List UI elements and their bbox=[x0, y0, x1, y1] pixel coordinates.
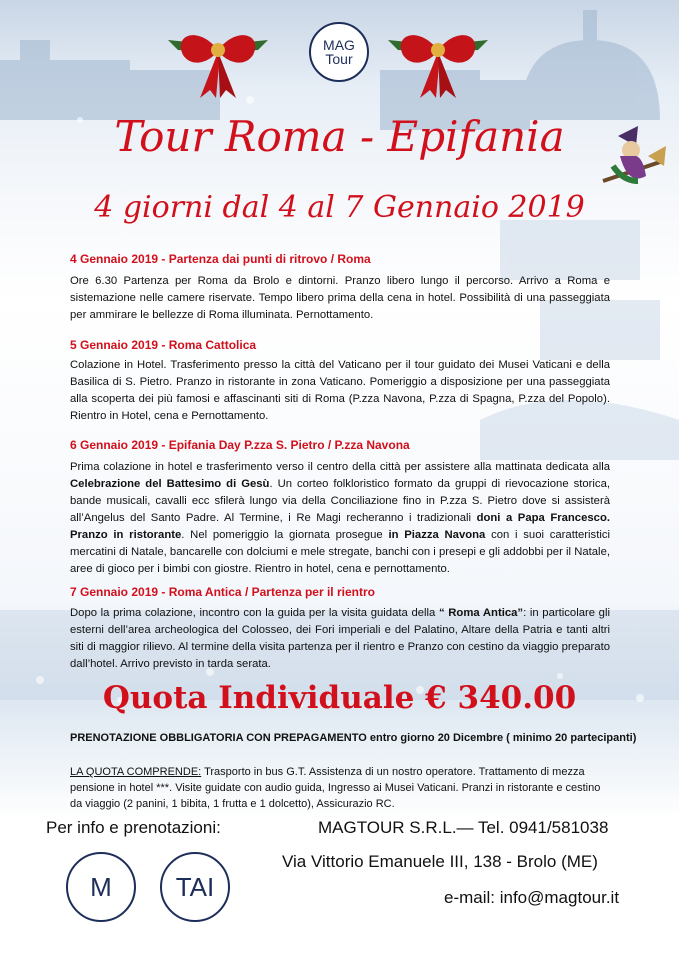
page-subtitle: 4 giorni dal 4 al 7 Gennaio 2019 bbox=[94, 190, 585, 225]
page-title: Tour Roma - Epifania bbox=[114, 112, 565, 161]
price-includes-label: LA QUOTA COMPRENDE: bbox=[70, 766, 202, 778]
logo-line-1: MAG bbox=[323, 37, 355, 53]
day-2-heading: 5 Gennaio 2019 - Roma Cattolica bbox=[70, 338, 257, 352]
logo-line-2: Tour bbox=[325, 51, 353, 67]
christmas-bow-left-icon bbox=[158, 20, 278, 100]
price-quota: Quota Individuale € 340.00 bbox=[102, 680, 577, 716]
gifts-pope-highlight: doni a Papa Francesco. Pranzo in ristorante bbox=[70, 512, 610, 541]
price-includes-text: Trasporto in bus G.T. Assistenza di un nostro operatore. Trattamento di mezza pensione in hotel ***. Visite guidate con audio guida, Ingresso ai Musei Vaticani. Pranzi in ristorante e cestino da viaggio (2 panini, 1 bibita, 1 frutta e 1 dolcetto), Assicurazio RC. bbox=[70, 766, 601, 810]
day-2-text: Colazione in Hotel. Trasferimento presso la città del Vaticano per il tour guidato dei Musei Vaticani e della Basilica di S. Pietro. Pranzo in ristorante in zona Vaticano. Pomeriggio a disposizione per una passeggiata alla scoperta dei più famosi e affascinanti siti di Roma (P.zza Navona, P.zza di Spagna, P.zza del Popolo). Rientro in Hotel, cena e Pernottamento. bbox=[70, 359, 610, 422]
roma-antica-highlight: “ Roma Antica” bbox=[438, 607, 524, 619]
baptism-highlight: Celebrazione del Battesimo di Gesù bbox=[70, 478, 270, 490]
tai-logo-circle: TAI bbox=[160, 852, 230, 922]
day-4-text: Dopo la prima colazione, incontro con la guida per la visita guidata della “ Roma Antica”: in particolare gli esterni dell’area archeologica del Colosseo, dei Fori imperiali e del Palatino, Altare della Patria e tanti altri siti di maggior rilievo. Al termine della visita partenza per il rientro e Pranzo con cestino da viaggio preparato dall’hotel. Arrivo previsto in tarda serata. bbox=[70, 607, 610, 670]
day-3-heading: 6 Gennaio 2019 - Epifania Day P.zza S. Pietro / P.zza Navona bbox=[70, 438, 410, 452]
info-label: Per info e prenotazioni: bbox=[46, 818, 221, 837]
day-1-heading: 4 Gennaio 2019 - Partenza dai punti di ritrovo / Roma bbox=[70, 252, 371, 266]
company-address: Via Vittorio Emanuele III, 138 - Brolo (ME) bbox=[282, 852, 598, 871]
magtour-logo bbox=[309, 22, 369, 82]
day-1-text: Ore 6.30 Partenza per Roma da Brolo e dintorni. Pranzo libero lungo il percorso. Arrivo a Roma e sistemazione nelle camere riservate. Tempo libero prima della cena in hotel. Possibilità di una passeggiata per ammirare le bellezze di Roma illuminata. Pernottamento. bbox=[70, 275, 610, 321]
day-3-text: Prima colazione in hotel e trasferimento verso il centro della città per assistere alla mattinata dedicata alla Celebrazione del Battesimo di Gesù. Un corteo folkloristico formato da gruppi di rievocazione storica, bande musicali, cavalli ecc sfilerà lungo via della Conciliazione fino in P.zza S. Pietro dove si assisterà all’Angelus del Santo Padre. Al Termine, i Re Magi recheranno i tradizionali doni a Papa Francesco. Pranzo in ristorante. Nel pomeriggio la giornata prosegue in Piazza Navona con i suoi caratteristici mercatini di Natale, bancarelle con dolciumi e mele stregate, banchi con i presepi e gli addobbi per il Natale, aree di gioco per i bimbi con giostre. Rientro in hotel, cena e pernottamento. bbox=[70, 461, 610, 575]
piazza-navona-highlight: in Piazza Navona bbox=[388, 529, 486, 541]
day-4-heading: 7 Gennaio 2019 - Roma Antica / Partenza per il rientro bbox=[70, 585, 375, 599]
company-phone: MAGTOUR S.R.L.— Tel. 0941/581038 bbox=[318, 818, 609, 837]
m-logo-circle: M bbox=[66, 852, 136, 922]
booking-notice: PRENOTAZIONE OBBLIGATORIA CON PREPAGAMENTO entro giorno 20 Dicembre ( minimo 20 partecipanti) bbox=[70, 732, 637, 744]
price-includes bbox=[70, 764, 615, 812]
christmas-bow-right-icon bbox=[378, 20, 498, 100]
company-email: e-mail: info@magtour.it bbox=[444, 888, 620, 907]
